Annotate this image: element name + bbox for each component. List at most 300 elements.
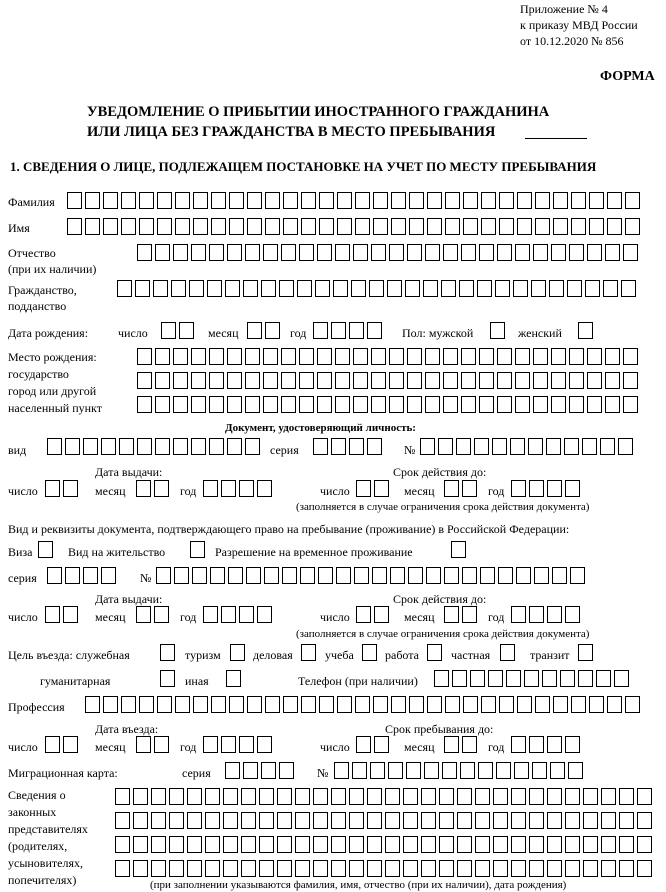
- input-cell[interactable]: [407, 244, 422, 261]
- input-cell[interactable]: [443, 372, 458, 389]
- input-cell[interactable]: [137, 244, 152, 261]
- input-cell[interactable]: [408, 567, 423, 584]
- purpose-other-checkbox[interactable]: [226, 670, 241, 687]
- input-cell[interactable]: [317, 372, 332, 389]
- input-cell[interactable]: [498, 567, 513, 584]
- input-cell[interactable]: [67, 192, 82, 209]
- input-cell[interactable]: [462, 480, 477, 497]
- input-cell[interactable]: [369, 280, 384, 297]
- input-cell[interactable]: [156, 567, 171, 584]
- input-cell[interactable]: [553, 696, 568, 713]
- id-issue-day-cells[interactable]: [45, 480, 78, 497]
- input-cell[interactable]: [481, 218, 496, 235]
- input-cell[interactable]: [425, 348, 440, 365]
- input-cell[interactable]: [583, 788, 598, 805]
- input-cell[interactable]: [331, 788, 346, 805]
- input-cell[interactable]: [370, 762, 385, 779]
- input-cell[interactable]: [388, 762, 403, 779]
- input-cell[interactable]: [223, 812, 238, 829]
- input-cell[interactable]: [279, 762, 294, 779]
- input-cell[interactable]: [351, 280, 366, 297]
- input-cell[interactable]: [623, 348, 638, 365]
- input-cell[interactable]: [385, 788, 400, 805]
- input-cell[interactable]: [227, 396, 242, 413]
- input-cell[interactable]: [407, 396, 422, 413]
- input-cell[interactable]: [221, 480, 236, 497]
- input-cell[interactable]: [499, 192, 514, 209]
- input-cell[interactable]: [547, 788, 562, 805]
- input-cell[interactable]: [443, 244, 458, 261]
- input-cell[interactable]: [115, 836, 130, 853]
- input-cell[interactable]: [637, 788, 652, 805]
- input-cell[interactable]: [139, 192, 154, 209]
- input-cell[interactable]: [169, 812, 184, 829]
- input-cell[interactable]: [247, 696, 262, 713]
- input-cell[interactable]: [226, 670, 241, 687]
- input-cell[interactable]: [601, 860, 616, 877]
- input-cell[interactable]: [403, 812, 418, 829]
- input-cell[interactable]: [529, 606, 544, 623]
- input-cell[interactable]: [313, 812, 328, 829]
- input-cell[interactable]: [187, 812, 202, 829]
- input-cell[interactable]: [356, 736, 371, 753]
- input-cell[interactable]: [479, 244, 494, 261]
- input-cell[interactable]: [374, 736, 389, 753]
- input-cell[interactable]: [444, 567, 459, 584]
- input-cell[interactable]: [133, 788, 148, 805]
- input-cell[interactable]: [499, 218, 514, 235]
- input-cell[interactable]: [283, 192, 298, 209]
- input-cell[interactable]: [299, 348, 314, 365]
- input-cell[interactable]: [403, 788, 418, 805]
- input-cell[interactable]: [439, 788, 454, 805]
- reps-cells-row-1[interactable]: [115, 788, 652, 805]
- input-cell[interactable]: [175, 218, 190, 235]
- input-cell[interactable]: [457, 860, 472, 877]
- input-cell[interactable]: [583, 836, 598, 853]
- input-cell[interactable]: [478, 762, 493, 779]
- patronymic-cells[interactable]: [137, 244, 638, 261]
- right-number-cells[interactable]: [156, 567, 585, 584]
- input-cell[interactable]: [387, 280, 402, 297]
- purpose-study-checkbox[interactable]: [362, 644, 377, 661]
- input-cell[interactable]: [497, 348, 512, 365]
- input-cell[interactable]: [443, 396, 458, 413]
- input-cell[interactable]: [565, 788, 580, 805]
- input-cell[interactable]: [229, 696, 244, 713]
- input-cell[interactable]: [336, 567, 351, 584]
- input-cell[interactable]: [585, 280, 600, 297]
- input-cell[interactable]: [205, 836, 220, 853]
- right-valid-month-cells[interactable]: [444, 606, 477, 623]
- input-cell[interactable]: [247, 322, 262, 339]
- input-cell[interactable]: [551, 372, 566, 389]
- input-cell[interactable]: [493, 836, 508, 853]
- input-cell[interactable]: [475, 860, 490, 877]
- input-cell[interactable]: [83, 567, 98, 584]
- input-cell[interactable]: [300, 567, 315, 584]
- input-cell[interactable]: [511, 480, 526, 497]
- input-cell[interactable]: [474, 438, 489, 455]
- input-cell[interactable]: [515, 244, 530, 261]
- phone-cells[interactable]: [434, 670, 629, 687]
- input-cell[interactable]: [230, 644, 245, 661]
- input-cell[interactable]: [319, 192, 334, 209]
- input-cell[interactable]: [317, 396, 332, 413]
- birthplace-city-cells[interactable]: [137, 372, 638, 389]
- input-cell[interactable]: [618, 438, 633, 455]
- input-cell[interactable]: [137, 348, 152, 365]
- input-cell[interactable]: [511, 736, 526, 753]
- input-cell[interactable]: [210, 567, 225, 584]
- input-cell[interactable]: [245, 348, 260, 365]
- purpose-humanitarian-checkbox[interactable]: [160, 670, 175, 687]
- input-cell[interactable]: [444, 606, 459, 623]
- input-cell[interactable]: [565, 606, 580, 623]
- input-cell[interactable]: [228, 567, 243, 584]
- input-cell[interactable]: [169, 860, 184, 877]
- input-cell[interactable]: [421, 860, 436, 877]
- input-cell[interactable]: [372, 567, 387, 584]
- id-issue-month-cells[interactable]: [136, 480, 169, 497]
- input-cell[interactable]: [461, 348, 476, 365]
- input-cell[interactable]: [547, 606, 562, 623]
- input-cell[interactable]: [385, 860, 400, 877]
- input-cell[interactable]: [335, 396, 350, 413]
- input-cell[interactable]: [547, 836, 562, 853]
- input-cell[interactable]: [587, 396, 602, 413]
- input-cell[interactable]: [389, 372, 404, 389]
- input-cell[interactable]: [533, 244, 548, 261]
- input-cell[interactable]: [532, 762, 547, 779]
- input-cell[interactable]: [263, 348, 278, 365]
- input-cell[interactable]: [470, 670, 485, 687]
- input-cell[interactable]: [459, 280, 474, 297]
- input-cell[interactable]: [101, 438, 116, 455]
- input-cell[interactable]: [227, 348, 242, 365]
- input-cell[interactable]: [457, 812, 472, 829]
- input-cell[interactable]: [115, 860, 130, 877]
- input-cell[interactable]: [614, 670, 629, 687]
- input-cell[interactable]: [578, 644, 593, 661]
- input-cell[interactable]: [355, 218, 370, 235]
- input-cell[interactable]: [600, 438, 615, 455]
- input-cell[interactable]: [281, 244, 296, 261]
- right-issue-year-cells[interactable]: [203, 606, 272, 623]
- input-cell[interactable]: [85, 218, 100, 235]
- input-cell[interactable]: [173, 348, 188, 365]
- input-cell[interactable]: [241, 788, 256, 805]
- input-cell[interactable]: [83, 438, 98, 455]
- input-cell[interactable]: [239, 480, 254, 497]
- input-cell[interactable]: [605, 244, 620, 261]
- input-cell[interactable]: [439, 812, 454, 829]
- input-cell[interactable]: [335, 244, 350, 261]
- input-cell[interactable]: [65, 567, 80, 584]
- input-cell[interactable]: [299, 396, 314, 413]
- input-cell[interactable]: [444, 480, 459, 497]
- input-cell[interactable]: [637, 812, 652, 829]
- input-cell[interactable]: [423, 280, 438, 297]
- input-cell[interactable]: [546, 438, 561, 455]
- input-cell[interactable]: [601, 812, 616, 829]
- input-cell[interactable]: [462, 567, 477, 584]
- input-cell[interactable]: [499, 696, 514, 713]
- input-cell[interactable]: [313, 788, 328, 805]
- stay-month-cells[interactable]: [444, 736, 477, 753]
- input-cell[interactable]: [497, 244, 512, 261]
- name-cells[interactable]: [67, 218, 640, 235]
- input-cell[interactable]: [567, 280, 582, 297]
- input-cell[interactable]: [367, 812, 382, 829]
- input-cell[interactable]: [229, 192, 244, 209]
- input-cell[interactable]: [191, 438, 206, 455]
- input-cell[interactable]: [462, 736, 477, 753]
- input-cell[interactable]: [151, 812, 166, 829]
- input-cell[interactable]: [139, 218, 154, 235]
- input-cell[interactable]: [479, 396, 494, 413]
- input-cell[interactable]: [371, 348, 386, 365]
- input-cell[interactable]: [517, 696, 532, 713]
- reps-cells-row-3[interactable]: [115, 836, 652, 853]
- input-cell[interactable]: [245, 244, 260, 261]
- input-cell[interactable]: [205, 812, 220, 829]
- input-cell[interactable]: [356, 606, 371, 623]
- input-cell[interactable]: [335, 348, 350, 365]
- input-cell[interactable]: [121, 218, 136, 235]
- input-cell[interactable]: [190, 541, 205, 558]
- input-cell[interactable]: [259, 812, 274, 829]
- input-cell[interactable]: [374, 480, 389, 497]
- input-cell[interactable]: [337, 192, 352, 209]
- input-cell[interactable]: [451, 541, 466, 558]
- input-cell[interactable]: [385, 836, 400, 853]
- input-cell[interactable]: [63, 606, 78, 623]
- input-cell[interactable]: [500, 644, 515, 661]
- input-cell[interactable]: [229, 218, 244, 235]
- input-cell[interactable]: [524, 670, 539, 687]
- id-series-cells[interactable]: [313, 438, 382, 455]
- input-cell[interactable]: [362, 644, 377, 661]
- input-cell[interactable]: [405, 280, 420, 297]
- input-cell[interactable]: [569, 372, 584, 389]
- input-cell[interactable]: [589, 218, 604, 235]
- migration-series-cells[interactable]: [225, 762, 294, 779]
- input-cell[interactable]: [209, 438, 224, 455]
- input-cell[interactable]: [605, 396, 620, 413]
- input-cell[interactable]: [221, 606, 236, 623]
- input-cell[interactable]: [349, 836, 364, 853]
- input-cell[interactable]: [313, 836, 328, 853]
- input-cell[interactable]: [587, 372, 602, 389]
- input-cell[interactable]: [367, 836, 382, 853]
- input-cell[interactable]: [103, 696, 118, 713]
- right-series-cells[interactable]: [47, 567, 116, 584]
- input-cell[interactable]: [439, 860, 454, 877]
- input-cell[interactable]: [550, 762, 565, 779]
- input-cell[interactable]: [263, 372, 278, 389]
- input-cell[interactable]: [263, 396, 278, 413]
- input-cell[interactable]: [463, 192, 478, 209]
- migration-number-cells[interactable]: [334, 762, 583, 779]
- right-issue-day-cells[interactable]: [45, 606, 78, 623]
- input-cell[interactable]: [161, 322, 176, 339]
- input-cell[interactable]: [460, 762, 475, 779]
- input-cell[interactable]: [243, 762, 258, 779]
- surname-cells[interactable]: [67, 192, 640, 209]
- input-cell[interactable]: [406, 762, 421, 779]
- input-cell[interactable]: [157, 218, 172, 235]
- input-cell[interactable]: [391, 218, 406, 235]
- input-cell[interactable]: [153, 280, 168, 297]
- input-cell[interactable]: [427, 696, 442, 713]
- visa-checkbox[interactable]: [38, 541, 53, 558]
- right-valid-day-cells[interactable]: [356, 606, 389, 623]
- input-cell[interactable]: [154, 606, 169, 623]
- input-cell[interactable]: [367, 322, 382, 339]
- purpose-service-checkbox[interactable]: [160, 644, 175, 661]
- birth-day-cells[interactable]: [161, 322, 194, 339]
- input-cell[interactable]: [578, 670, 593, 687]
- input-cell[interactable]: [137, 396, 152, 413]
- input-cell[interactable]: [424, 762, 439, 779]
- input-cell[interactable]: [355, 696, 370, 713]
- input-cell[interactable]: [373, 192, 388, 209]
- input-cell[interactable]: [475, 836, 490, 853]
- input-cell[interactable]: [192, 567, 207, 584]
- input-cell[interactable]: [457, 836, 472, 853]
- input-cell[interactable]: [265, 218, 280, 235]
- input-cell[interactable]: [265, 322, 280, 339]
- input-cell[interactable]: [403, 836, 418, 853]
- input-cell[interactable]: [334, 762, 349, 779]
- input-cell[interactable]: [261, 762, 276, 779]
- input-cell[interactable]: [179, 322, 194, 339]
- input-cell[interactable]: [367, 438, 382, 455]
- input-cell[interactable]: [103, 192, 118, 209]
- input-cell[interactable]: [155, 396, 170, 413]
- input-cell[interactable]: [203, 736, 218, 753]
- input-cell[interactable]: [119, 438, 134, 455]
- input-cell[interactable]: [223, 788, 238, 805]
- input-cell[interactable]: [462, 606, 477, 623]
- purpose-transit-checkbox[interactable]: [578, 644, 593, 661]
- input-cell[interactable]: [605, 348, 620, 365]
- input-cell[interactable]: [517, 192, 532, 209]
- input-cell[interactable]: [444, 736, 459, 753]
- input-cell[interactable]: [607, 192, 622, 209]
- input-cell[interactable]: [209, 396, 224, 413]
- input-cell[interactable]: [157, 696, 172, 713]
- input-cell[interactable]: [367, 860, 382, 877]
- entry-month-cells[interactable]: [136, 736, 169, 753]
- input-cell[interactable]: [496, 762, 511, 779]
- input-cell[interactable]: [103, 218, 118, 235]
- input-cell[interactable]: [175, 696, 190, 713]
- input-cell[interactable]: [390, 567, 405, 584]
- input-cell[interactable]: [187, 836, 202, 853]
- input-cell[interactable]: [115, 788, 130, 805]
- input-cell[interactable]: [565, 812, 580, 829]
- input-cell[interactable]: [421, 788, 436, 805]
- input-cell[interactable]: [223, 860, 238, 877]
- sex-male-checkbox[interactable]: [490, 322, 505, 339]
- input-cell[interactable]: [587, 348, 602, 365]
- input-cell[interactable]: [596, 670, 611, 687]
- input-cell[interactable]: [570, 567, 585, 584]
- input-cell[interactable]: [319, 218, 334, 235]
- input-cell[interactable]: [154, 480, 169, 497]
- input-cell[interactable]: [151, 860, 166, 877]
- input-cell[interactable]: [367, 788, 382, 805]
- input-cell[interactable]: [47, 567, 62, 584]
- input-cell[interactable]: [239, 736, 254, 753]
- input-cell[interactable]: [295, 788, 310, 805]
- input-cell[interactable]: [529, 480, 544, 497]
- input-cell[interactable]: [427, 192, 442, 209]
- id-valid-year-cells[interactable]: [511, 480, 580, 497]
- input-cell[interactable]: [445, 218, 460, 235]
- input-cell[interactable]: [225, 280, 240, 297]
- input-cell[interactable]: [225, 762, 240, 779]
- input-cell[interactable]: [391, 696, 406, 713]
- input-cell[interactable]: [475, 788, 490, 805]
- input-cell[interactable]: [136, 480, 151, 497]
- input-cell[interactable]: [245, 396, 260, 413]
- input-cell[interactable]: [403, 860, 418, 877]
- input-cell[interactable]: [331, 322, 346, 339]
- input-cell[interactable]: [551, 396, 566, 413]
- input-cell[interactable]: [277, 812, 292, 829]
- input-cell[interactable]: [564, 438, 579, 455]
- input-cell[interactable]: [277, 788, 292, 805]
- input-cell[interactable]: [193, 192, 208, 209]
- input-cell[interactable]: [511, 788, 526, 805]
- input-cell[interactable]: [171, 280, 186, 297]
- input-cell[interactable]: [257, 736, 272, 753]
- input-cell[interactable]: [516, 567, 531, 584]
- input-cell[interactable]: [259, 788, 274, 805]
- input-cell[interactable]: [535, 192, 550, 209]
- purpose-work-checkbox[interactable]: [427, 644, 442, 661]
- input-cell[interactable]: [191, 396, 206, 413]
- input-cell[interactable]: [637, 836, 652, 853]
- input-cell[interactable]: [331, 860, 346, 877]
- input-cell[interactable]: [514, 762, 529, 779]
- input-cell[interactable]: [247, 218, 262, 235]
- input-cell[interactable]: [317, 244, 332, 261]
- input-cell[interactable]: [425, 244, 440, 261]
- input-cell[interactable]: [409, 218, 424, 235]
- input-cell[interactable]: [337, 696, 352, 713]
- input-cell[interactable]: [547, 736, 562, 753]
- input-cell[interactable]: [191, 372, 206, 389]
- purpose-business-checkbox[interactable]: [301, 644, 316, 661]
- input-cell[interactable]: [637, 860, 652, 877]
- input-cell[interactable]: [157, 192, 172, 209]
- input-cell[interactable]: [211, 192, 226, 209]
- input-cell[interactable]: [552, 567, 567, 584]
- input-cell[interactable]: [173, 396, 188, 413]
- input-cell[interactable]: [301, 218, 316, 235]
- input-cell[interactable]: [295, 836, 310, 853]
- input-cell[interactable]: [193, 696, 208, 713]
- entry-year-cells[interactable]: [203, 736, 272, 753]
- input-cell[interactable]: [263, 244, 278, 261]
- input-cell[interactable]: [571, 696, 586, 713]
- input-cell[interactable]: [445, 696, 460, 713]
- input-cell[interactable]: [481, 696, 496, 713]
